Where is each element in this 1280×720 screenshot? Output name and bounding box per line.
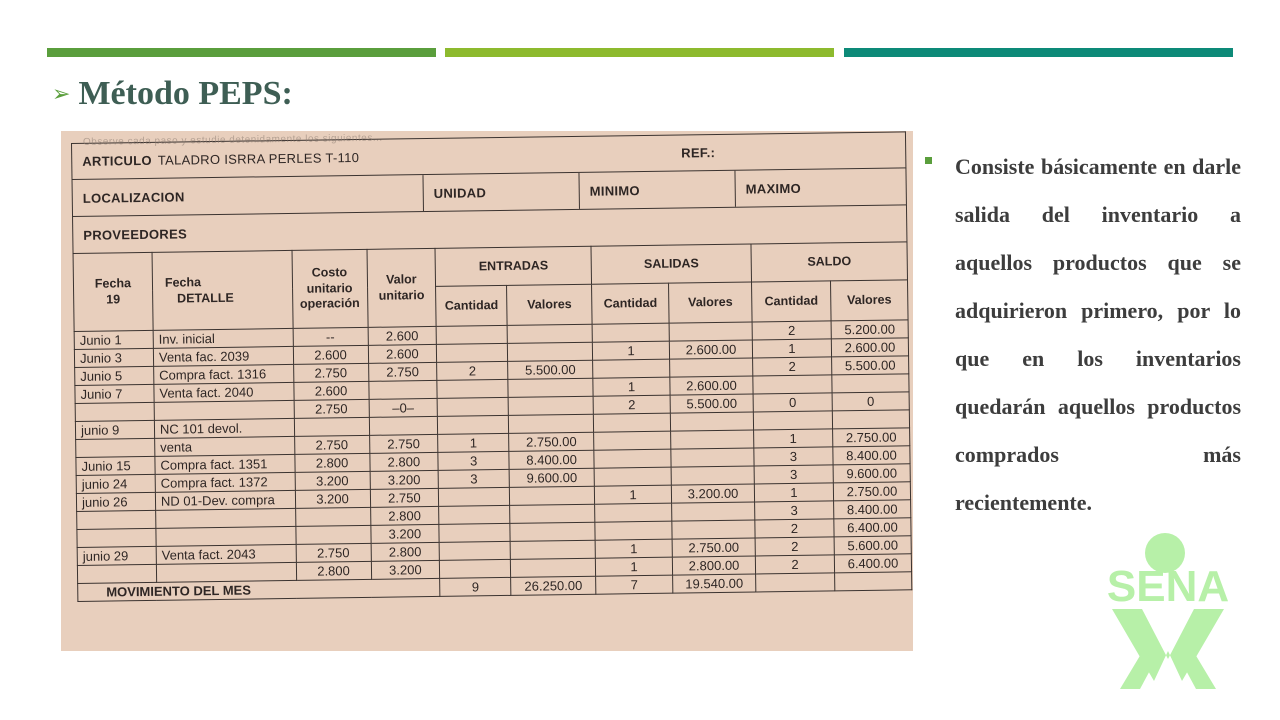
card-top-caption: Observe cada paso y estudie detenidamente los siguientes... bbox=[82, 132, 383, 148]
cell-fecha: Junio 5 bbox=[75, 366, 154, 385]
cell-entradas-cantidad bbox=[437, 343, 508, 362]
salidas-valores-header: Valores bbox=[669, 282, 753, 323]
cell-valor: 2.600 bbox=[368, 326, 437, 345]
cell-salidas-cantidad bbox=[594, 449, 671, 468]
cell-detalle bbox=[156, 526, 296, 546]
cell-saldo-valores: 9.600.00 bbox=[833, 464, 910, 483]
cell-detalle: Compra fact. 1372 bbox=[155, 472, 295, 492]
cell-salidas-valores bbox=[671, 430, 754, 449]
cell-costo: 2.800 bbox=[296, 561, 371, 580]
cell-salidas-cantidad: 1 bbox=[593, 377, 670, 396]
cell-entradas-valores bbox=[508, 378, 593, 397]
cell-entradas-valores bbox=[510, 486, 595, 505]
cell-entradas-valores bbox=[511, 558, 596, 577]
cell-costo: 2.750 bbox=[296, 543, 371, 562]
accent-bar-teal bbox=[844, 48, 1233, 57]
cell-saldo-valores: 6.400.00 bbox=[834, 518, 911, 537]
cell-entradas-cantidad: 3 bbox=[438, 451, 509, 470]
cell-saldo-valores: 8.400.00 bbox=[834, 500, 911, 519]
cell-salidas-valores bbox=[671, 448, 754, 467]
cell-valor: 3.200 bbox=[370, 470, 439, 489]
salidas-cantidad-header: Cantidad bbox=[592, 283, 669, 324]
valor-header: Valor unitario bbox=[367, 248, 437, 327]
cell-saldo-cantidad: 2 bbox=[755, 555, 834, 574]
cell-fecha: Junio 1 bbox=[74, 330, 153, 349]
cell-detalle bbox=[156, 508, 296, 528]
square-bullet-icon bbox=[925, 157, 932, 164]
cell-valor bbox=[369, 416, 438, 435]
cell-entradas-valores bbox=[509, 414, 594, 433]
cell-detalle: Venta fact. 2043 bbox=[156, 544, 296, 564]
cell-salidas-valores: 2.800.00 bbox=[672, 556, 755, 575]
cell-entradas-cantidad: 3 bbox=[438, 469, 509, 488]
accent-bar-green bbox=[47, 48, 436, 57]
movimiento-saldo-valores bbox=[835, 572, 912, 591]
cell-entradas-cantidad: 1 bbox=[438, 433, 509, 452]
cell-valor: 2.750 bbox=[368, 362, 437, 381]
cell-costo: -- bbox=[293, 327, 368, 346]
cell-entradas-cantidad bbox=[440, 559, 511, 578]
ref-label: REF.: bbox=[681, 145, 716, 161]
cell-entradas-cantidad bbox=[436, 325, 507, 344]
cell-saldo-valores: 2.750.00 bbox=[833, 482, 910, 501]
cell-salidas-cantidad bbox=[594, 413, 671, 432]
cell-valor: 2.800 bbox=[370, 506, 439, 525]
cell-entradas-cantidad bbox=[437, 397, 508, 416]
cell-detalle: Compra fact. 1316 bbox=[154, 364, 294, 384]
cell-fecha bbox=[76, 438, 155, 457]
cell-costo: 2.750 bbox=[293, 363, 368, 382]
cell-costo: 2.600 bbox=[293, 345, 368, 364]
cell-costo: 2.750 bbox=[294, 435, 369, 454]
cell-fecha: Junio 7 bbox=[75, 384, 154, 403]
maximo-label: MAXIMO bbox=[745, 180, 802, 197]
cell-costo bbox=[295, 525, 370, 544]
entradas-cantidad-header: Cantidad bbox=[436, 285, 507, 326]
cell-saldo-cantidad: 2 bbox=[753, 357, 832, 376]
cell-salidas-valores bbox=[670, 412, 753, 431]
cell-valor: 2.750 bbox=[370, 488, 439, 507]
cell-detalle: Venta fac. 2039 bbox=[153, 346, 293, 366]
cell-detalle bbox=[154, 400, 294, 420]
cell-fecha: Junio 3 bbox=[74, 348, 153, 367]
cell-saldo-cantidad: 1 bbox=[754, 429, 833, 448]
saldo-header: SALDO bbox=[751, 242, 907, 282]
movimiento-label: MOVIMIENTO DEL MES bbox=[78, 578, 441, 601]
cell-detalle: NC 101 devol. bbox=[154, 418, 294, 438]
inventory-table-body bbox=[74, 320, 911, 584]
bullet-paragraph bbox=[923, 143, 1241, 527]
cell-entradas-cantidad bbox=[438, 415, 509, 434]
cell-salidas-valores bbox=[670, 358, 753, 377]
arrow-bullet-icon: ➢ bbox=[52, 81, 71, 107]
cell-saldo-valores: 2.600.00 bbox=[831, 338, 908, 357]
cell-salidas-cantidad bbox=[595, 521, 672, 540]
cell-detalle: ND 01-Dev. compra bbox=[155, 490, 295, 510]
cell-entradas-valores bbox=[507, 324, 592, 343]
cell-entradas-valores: 9.600.00 bbox=[509, 468, 594, 487]
cell-salidas-valores: 3.200.00 bbox=[671, 484, 754, 503]
cell-valor: 3.200 bbox=[371, 560, 440, 579]
cell-saldo-valores: 5.500.00 bbox=[832, 356, 909, 375]
sena-logo-text: SENA bbox=[1106, 562, 1230, 611]
cell-costo bbox=[294, 417, 369, 436]
cell-detalle bbox=[156, 562, 296, 582]
cell-salidas-valores bbox=[672, 520, 755, 539]
saldo-cantidad-header: Cantidad bbox=[752, 281, 831, 322]
movimiento-entradas-cantidad: 9 bbox=[440, 577, 511, 596]
cell-entradas-valores bbox=[510, 504, 595, 523]
cell-salidas-valores bbox=[671, 466, 754, 485]
entradas-valores-header: Valores bbox=[507, 284, 593, 325]
cell-entradas-valores: 2.750.00 bbox=[509, 432, 594, 451]
cell-entradas-cantidad bbox=[439, 505, 510, 524]
cell-saldo-valores bbox=[832, 374, 909, 393]
movimiento-saldo-cantidad bbox=[756, 573, 835, 592]
cell-salidas-cantidad: 1 bbox=[593, 341, 670, 360]
cell-saldo-cantidad bbox=[753, 375, 832, 394]
cell-fecha bbox=[77, 510, 156, 529]
proveedores-label: PROVEEDORES bbox=[83, 225, 188, 243]
cell-saldo-valores: 8.400.00 bbox=[833, 446, 910, 465]
detalle-header: Fecha DETALLE bbox=[152, 250, 293, 330]
cell-entradas-cantidad bbox=[439, 487, 510, 506]
cell-fecha: Junio 15 bbox=[76, 456, 155, 475]
cell-saldo-cantidad: 2 bbox=[752, 321, 831, 340]
cell-saldo-cantidad: 1 bbox=[752, 339, 831, 358]
cell-entradas-valores: 5.500.00 bbox=[508, 360, 593, 379]
cell-salidas-cantidad: 1 bbox=[596, 557, 673, 576]
articulo-label: ARTICULO bbox=[82, 152, 152, 169]
cell-fecha bbox=[75, 402, 154, 421]
cell-entradas-valores bbox=[507, 342, 592, 361]
cell-salidas-valores bbox=[672, 502, 755, 521]
inventory-table bbox=[73, 241, 913, 602]
title-row bbox=[52, 72, 293, 116]
minimo-label: MINIMO bbox=[579, 171, 735, 209]
cell-entradas-valores bbox=[508, 396, 593, 415]
cell-detalle: venta bbox=[155, 436, 295, 456]
peps-description: Consiste básicamente en darle salida del inventario a aquellos productos que se adquirieron primero, por lo que en los inventarios quedarán aquellos productos comprados más recientemente. bbox=[955, 154, 1241, 515]
cell-salidas-valores: 5.500.00 bbox=[670, 394, 753, 413]
saldo-valores-header: Valores bbox=[831, 280, 909, 321]
cell-valor: 2.750 bbox=[369, 434, 438, 453]
cell-entradas-cantidad: 2 bbox=[437, 361, 508, 380]
cell-fecha: junio 26 bbox=[76, 492, 155, 511]
inventory-card-image bbox=[61, 131, 913, 651]
cell-saldo-cantidad: 2 bbox=[755, 537, 834, 556]
salidas-header: SALIDAS bbox=[591, 244, 751, 284]
cell-fecha: junio 29 bbox=[77, 546, 156, 565]
cell-entradas-valores bbox=[510, 540, 595, 559]
sena-logo-figure bbox=[1112, 609, 1224, 681]
cell-salidas-cantidad bbox=[592, 323, 669, 342]
cell-salidas-valores: 2.750.00 bbox=[672, 538, 755, 557]
costo-header: Costo unitario operación bbox=[292, 249, 368, 328]
cell-valor: 2.600 bbox=[368, 344, 437, 363]
cell-costo: 2.750 bbox=[294, 399, 369, 418]
cell-saldo-valores bbox=[832, 410, 909, 429]
cell-salidas-cantidad: 2 bbox=[593, 395, 670, 414]
cell-salidas-valores: 2.600.00 bbox=[669, 340, 752, 359]
cell-salidas-cantidad: 1 bbox=[595, 539, 672, 558]
cell-costo bbox=[295, 507, 370, 526]
cell-saldo-valores: 6.400.00 bbox=[834, 554, 911, 573]
cell-saldo-valores: 5.200.00 bbox=[831, 320, 908, 339]
cell-entradas-cantidad bbox=[439, 541, 510, 560]
cell-valor bbox=[368, 380, 437, 399]
movimiento-salidas-cantidad: 7 bbox=[596, 575, 673, 594]
sena-logo bbox=[1082, 531, 1254, 699]
cell-salidas-cantidad bbox=[593, 359, 670, 378]
cell-valor: 2.800 bbox=[369, 452, 438, 471]
cell-saldo-cantidad: 0 bbox=[753, 393, 832, 412]
cell-detalle: Venta fact. 2040 bbox=[154, 382, 294, 402]
entradas-header: ENTRADAS bbox=[435, 246, 591, 286]
fecha-header: Fecha 19 bbox=[73, 252, 153, 331]
cell-salidas-cantidad bbox=[594, 467, 671, 486]
cell-entradas-valores bbox=[510, 522, 595, 541]
localizacion-label: LOCALIZACION bbox=[73, 175, 424, 216]
cell-fecha bbox=[77, 564, 156, 583]
cell-salidas-cantidad bbox=[595, 503, 672, 522]
articulo-value: TALADRO ISRRA PERLES T-110 bbox=[157, 149, 360, 168]
cell-saldo-valores: 5.600.00 bbox=[834, 536, 911, 555]
cell-fecha bbox=[77, 528, 156, 547]
cell-fecha: junio 9 bbox=[75, 420, 154, 439]
movimiento-salidas-valores: 19.540.00 bbox=[673, 574, 756, 593]
cell-entradas-valores: 8.400.00 bbox=[509, 450, 594, 469]
cell-valor: 3.200 bbox=[370, 524, 439, 543]
cell-saldo-cantidad: 2 bbox=[755, 519, 834, 538]
cell-costo: 2.800 bbox=[294, 453, 369, 472]
cell-detalle: Compra fact. 1351 bbox=[155, 454, 295, 474]
cell-saldo-valores: 0 bbox=[832, 392, 909, 411]
cell-saldo-cantidad: 3 bbox=[755, 501, 834, 520]
cell-salidas-cantidad bbox=[594, 431, 671, 450]
cell-costo: 3.200 bbox=[295, 471, 370, 490]
cell-saldo-cantidad: 3 bbox=[754, 465, 833, 484]
cell-fecha: junio 24 bbox=[76, 474, 155, 493]
slide-title: Método PEPS: bbox=[78, 75, 293, 112]
cell-valor: –0– bbox=[369, 398, 438, 417]
cell-salidas-valores: 2.600.00 bbox=[670, 376, 753, 395]
cell-saldo-cantidad: 1 bbox=[754, 483, 833, 502]
cell-costo: 3.200 bbox=[295, 489, 370, 508]
cell-saldo-cantidad: 3 bbox=[754, 447, 833, 466]
unidad-label: UNIDAD bbox=[423, 173, 579, 211]
cell-entradas-cantidad bbox=[439, 523, 510, 542]
cell-salidas-cantidad: 1 bbox=[595, 485, 672, 504]
cell-salidas-valores bbox=[669, 322, 752, 341]
cell-costo: 2.600 bbox=[293, 381, 368, 400]
cell-saldo-valores: 2.750.00 bbox=[833, 428, 910, 447]
accent-bar-lime bbox=[445, 48, 834, 57]
cell-detalle: Inv. inicial bbox=[153, 328, 293, 348]
cell-entradas-cantidad bbox=[437, 379, 508, 398]
cell-valor: 2.800 bbox=[371, 542, 440, 561]
cell-saldo-cantidad bbox=[753, 411, 832, 430]
movimiento-entradas-valores: 26.250.00 bbox=[511, 576, 596, 595]
